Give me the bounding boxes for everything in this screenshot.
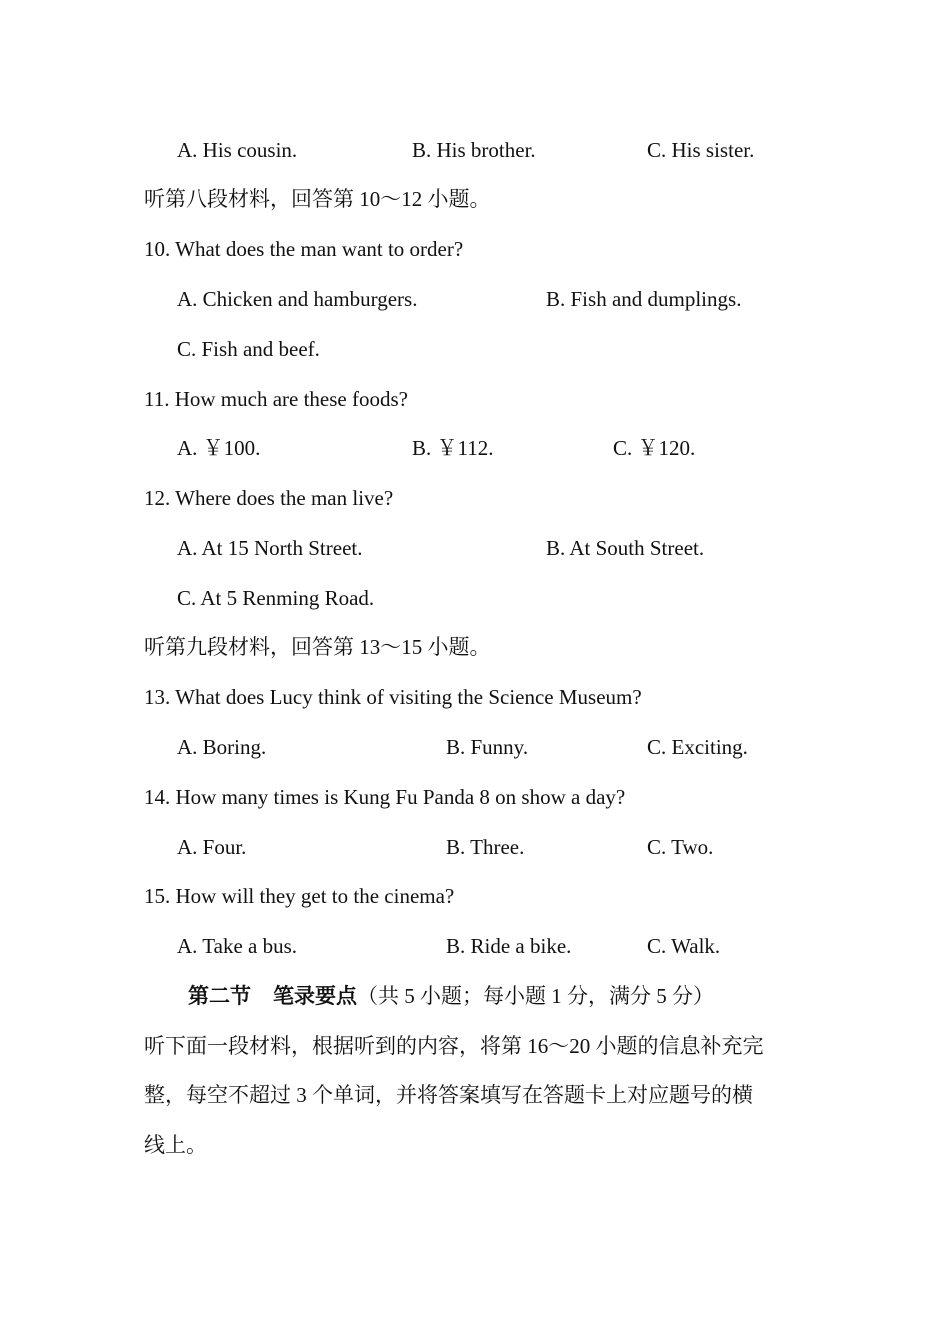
q9-option-c: C. His sister. — [647, 138, 755, 162]
q10-text: 10. What does the man want to order? — [144, 237, 464, 261]
q11-option-c: C. ￥120. — [613, 436, 696, 460]
q15-option-a: A. Take a bus. — [177, 934, 298, 958]
q13-option-a: A. Boring. — [177, 735, 267, 759]
q14-text: 14. How many times is Kung Fu Panda 8 on show a day? — [144, 785, 626, 809]
q15-text: 15. How will they get to the cinema? — [144, 884, 455, 908]
q10-option-c: C. Fish and beef. — [177, 337, 320, 361]
part2-heading — [188, 984, 714, 1008]
q12-option-b: B. At South Street. — [546, 536, 705, 560]
q14-option-a: A. Four. — [177, 835, 247, 859]
part2-instruction-line-1: 听下面一段材料，根据听到的内容，将第 16～20 小题的信息补充完 — [144, 1034, 764, 1058]
q14-option-b: B. Three. — [446, 835, 525, 859]
part2-title: 笔录要点 — [273, 984, 357, 1008]
q13-text: 13. What does Lucy think of visiting the Science Museum? — [144, 685, 642, 709]
q11-option-b: B. ￥112. — [412, 436, 494, 460]
section9-intro: 听第九段材料，回答第 13～15 小题。 — [144, 635, 491, 659]
q13-option-c: C. Exciting. — [647, 735, 748, 759]
q9-option-a: A. His cousin. — [177, 138, 298, 162]
q9-option-b: B. His brother. — [412, 138, 536, 162]
part2-label: 第二节 — [188, 984, 251, 1008]
q10-option-a: A. Chicken and hamburgers. — [177, 287, 418, 311]
q10-option-b: B. Fish and dumplings. — [546, 287, 742, 311]
section8-intro: 听第八段材料，回答第 10～12 小题。 — [144, 187, 491, 211]
q11-text: 11. How much are these foods? — [144, 387, 408, 411]
q12-option-c: C. At 5 Renming Road. — [177, 586, 375, 610]
q12-text: 12. Where does the man live? — [144, 486, 394, 510]
q12-option-a: A. At 15 North Street. — [177, 536, 363, 560]
q11-option-a: A. ￥100. — [177, 436, 261, 460]
part2-note: （共 5 小题；每小题 1 分，满分 5 分） — [357, 984, 714, 1008]
part2-instruction-line-2: 整，每空不超过 3 个单词，并将答案填写在答题卡上对应题号的横 — [144, 1083, 753, 1107]
part2-instruction-line-3: 线上。 — [144, 1133, 207, 1157]
q15-option-c: C. Walk. — [647, 934, 721, 958]
q14-option-c: C. Two. — [647, 835, 714, 859]
q13-option-b: B. Funny. — [446, 735, 529, 759]
q15-option-b: B. Ride a bike. — [446, 934, 572, 958]
